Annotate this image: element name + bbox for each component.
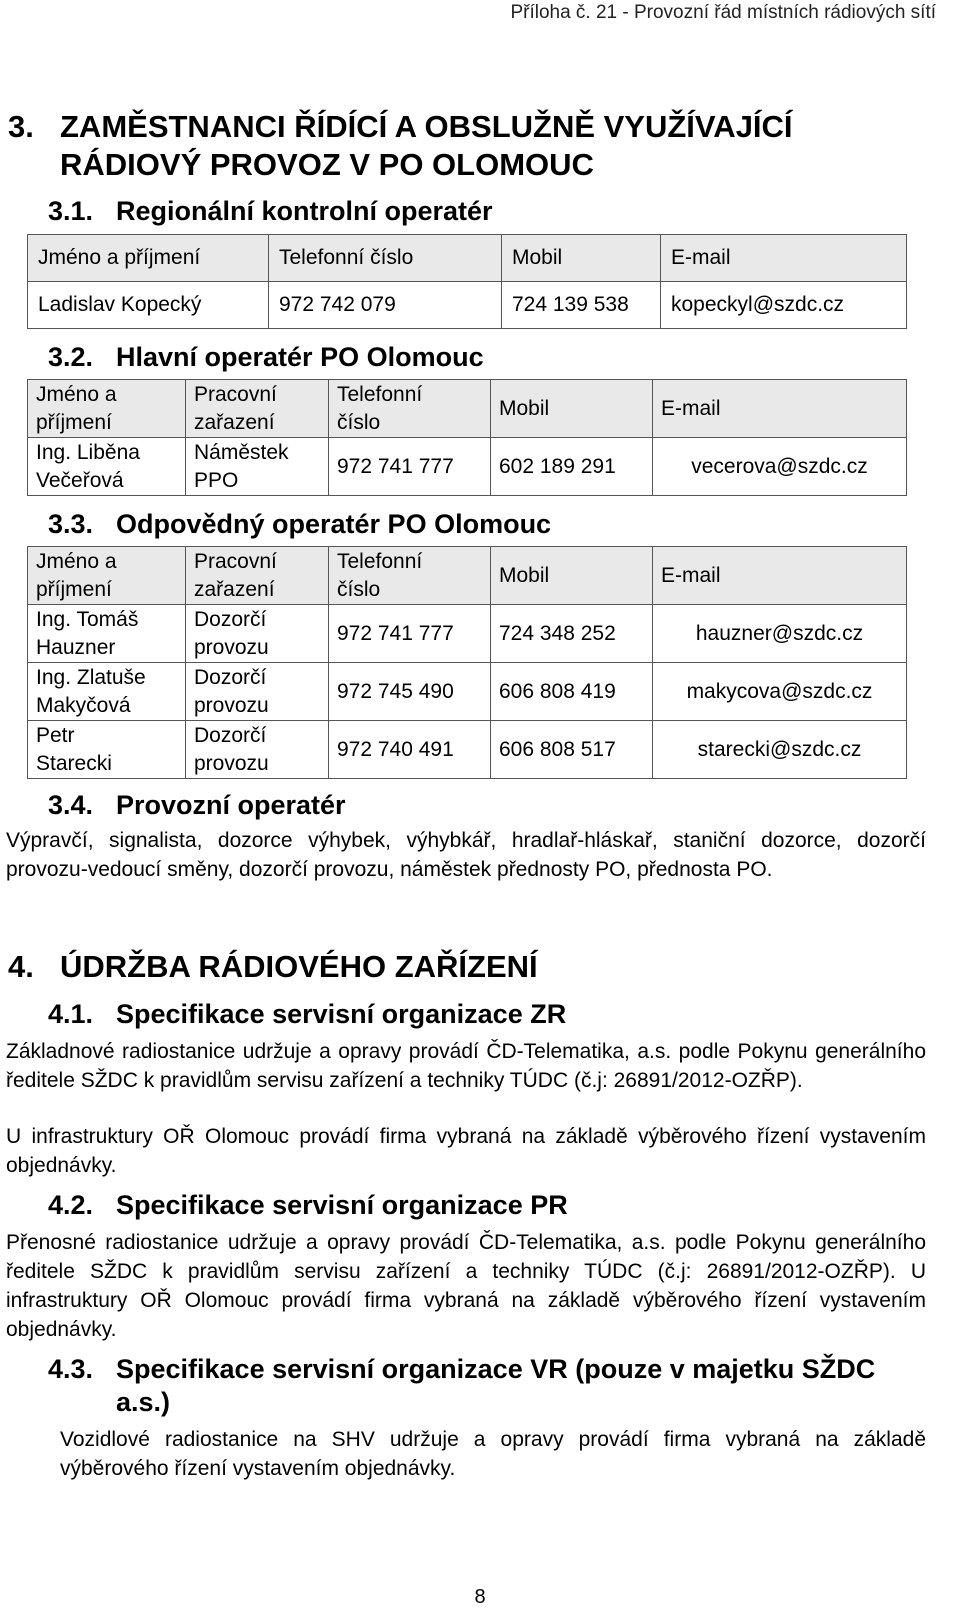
mobile-cell: 606 808 419 bbox=[491, 663, 653, 721]
table-row bbox=[28, 438, 907, 496]
table-row bbox=[28, 605, 907, 663]
header-cell bbox=[329, 547, 491, 605]
mobile-cell: 724 348 252 bbox=[491, 605, 653, 663]
phone-cell: 972 740 491 bbox=[329, 721, 491, 779]
position-line: Náměstek bbox=[194, 440, 289, 464]
subsection-number: 3.2. bbox=[48, 342, 94, 372]
section-4-heading bbox=[8, 948, 538, 986]
header-cell: Mobil bbox=[491, 380, 653, 438]
header-line: Pracovní bbox=[194, 549, 277, 573]
responsible-operator-table bbox=[27, 546, 907, 779]
subsection-4-3-heading-line2: a.s.) bbox=[116, 1387, 171, 1417]
header-cell: Mobil bbox=[502, 235, 661, 282]
base-stations-paragraph: Základnové radiostanice udržuje a opravy provádí ČD-Telematika, a.s. podle Pokynu generálního ředitele SŽDC k pravidlům servisu zařízení a techniky TÚDC (č.j: 26891/2012-OZŘP). bbox=[6, 1040, 926, 1092]
email-cell: kopeckyl@szdc.cz bbox=[661, 282, 907, 329]
header-line: číslo bbox=[337, 410, 381, 434]
operator-roles-paragraph: Výpravčí, signalista, dozorce výhybek, výhybkář, hradlař-hláskař, staniční dozorce, dozorčí provozu-vedoucí směny, dozorčí provozu, náměstek přednosty PO, přednosta PO. bbox=[6, 829, 926, 881]
header-cell bbox=[186, 547, 329, 605]
header-line: zařazení bbox=[194, 410, 275, 434]
header-line: zařazení bbox=[194, 577, 275, 601]
header-line: Jméno a bbox=[36, 382, 117, 406]
subsection-title: Hlavní operatér PO Olomouc bbox=[116, 342, 484, 372]
mobile-cell: 724 139 538 bbox=[502, 282, 661, 329]
position-line: provozu bbox=[194, 635, 269, 659]
header-cell: E-mail bbox=[653, 547, 907, 605]
subsection-number: 4.2. bbox=[48, 1190, 94, 1220]
header-cell: Telefonní číslo bbox=[269, 235, 502, 282]
header-cell bbox=[28, 547, 186, 605]
position-line: Dozorčí bbox=[194, 607, 267, 631]
table-row bbox=[28, 663, 907, 721]
email-cell: hauzner@szdc.cz bbox=[653, 605, 907, 663]
subsection-3-4-heading bbox=[48, 789, 346, 821]
vehicle-stations-paragraph: Vozidlové radiostanice na SHV udržuje a opravy provádí firma vybraná na základě výběrového řízení vystavením objednávky. bbox=[60, 1428, 926, 1480]
header-line: příjmení bbox=[36, 410, 112, 434]
mobile-cell: 606 808 517 bbox=[491, 721, 653, 779]
subsection-4-3-heading bbox=[48, 1353, 875, 1385]
name-cell: Ladislav Kopecký bbox=[28, 282, 269, 329]
subsection-title: Specifikace servisní organizace PR bbox=[116, 1190, 568, 1220]
mobile-cell: 602 189 291 bbox=[491, 438, 653, 496]
position-cell bbox=[186, 605, 329, 663]
subsection-number: 3.1. bbox=[48, 196, 94, 226]
subsection-number: 4.3. bbox=[48, 1354, 94, 1384]
subsection-number: 3.3. bbox=[48, 509, 94, 539]
phone-cell: 972 742 079 bbox=[269, 282, 502, 329]
table-row bbox=[28, 721, 907, 779]
position-line: provozu bbox=[194, 751, 269, 775]
position-line: Dozorčí bbox=[194, 665, 267, 689]
header-line: Pracovní bbox=[194, 382, 277, 406]
table-row bbox=[28, 282, 907, 329]
section-3-heading-line2: RÁDIOVÝ PROVOZ V PO OLOMOUC bbox=[60, 147, 594, 182]
name-line: Ing. Tomáš bbox=[36, 607, 139, 631]
running-header: Příloha č. 21 - Provozní řád místních rádiových sítí bbox=[510, 2, 936, 23]
position-cell bbox=[186, 438, 329, 496]
header-line: Telefonní bbox=[337, 382, 423, 406]
header-cell bbox=[28, 380, 186, 438]
subsection-title: Specifikace servisní organizace ZR bbox=[116, 999, 567, 1029]
header-cell: Jméno a příjmení bbox=[28, 235, 269, 282]
subsection-3-1-heading bbox=[48, 195, 493, 227]
header-cell bbox=[186, 380, 329, 438]
name-cell bbox=[28, 438, 186, 496]
section-number: 3. bbox=[8, 109, 34, 144]
position-line: provozu bbox=[194, 693, 269, 717]
section-title: ÚDRŽBA RÁDIOVÉHO ZAŘÍZENÍ bbox=[60, 949, 538, 984]
name-line: Petr bbox=[36, 723, 75, 747]
email-cell: vecerova@szdc.cz bbox=[653, 438, 907, 496]
section-number: 4. bbox=[8, 949, 34, 984]
subsection-number: 4.1. bbox=[48, 999, 94, 1029]
regional-operator-table bbox=[27, 234, 907, 329]
position-line: PPO bbox=[194, 468, 239, 492]
name-line: Večeřová bbox=[36, 468, 124, 492]
subsection-title: Regionální kontrolní operatér bbox=[116, 196, 493, 226]
section-title-line1: ZAMĚSTNANCI ŘÍDÍCÍ A OBSLUŽNĚ VYUŽÍVAJÍCÍ bbox=[60, 109, 793, 144]
name-cell bbox=[28, 721, 186, 779]
email-cell: starecki@szdc.cz bbox=[653, 721, 907, 779]
name-cell bbox=[28, 605, 186, 663]
subsection-3-2-heading bbox=[48, 341, 484, 373]
phone-cell: 972 745 490 bbox=[329, 663, 491, 721]
name-line: Ing. Zlatuše bbox=[36, 665, 146, 689]
header-cell: E-mail bbox=[661, 235, 907, 282]
header-cell: Mobil bbox=[491, 547, 653, 605]
section-3-heading bbox=[8, 108, 793, 146]
name-line: Makyčová bbox=[36, 693, 131, 717]
subsection-4-1-heading bbox=[48, 998, 566, 1030]
name-line: Starecki bbox=[36, 751, 112, 775]
header-line: příjmení bbox=[36, 577, 112, 601]
header-line: číslo bbox=[337, 577, 381, 601]
subsection-title: Provozní operatér bbox=[116, 790, 346, 820]
phone-cell: 972 741 777 bbox=[329, 438, 491, 496]
subsection-title-line1: Specifikace servisní organizace VR (pouze v majetku SŽDC bbox=[116, 1354, 876, 1384]
position-cell bbox=[186, 663, 329, 721]
phone-cell: 972 741 777 bbox=[329, 605, 491, 663]
table-header-row bbox=[28, 380, 907, 438]
header-cell bbox=[329, 380, 491, 438]
position-cell bbox=[186, 721, 329, 779]
name-cell bbox=[28, 663, 186, 721]
table-header-row bbox=[28, 235, 907, 282]
subsection-4-2-heading bbox=[48, 1189, 568, 1221]
portable-stations-paragraph: Přenosné radiostanice udržuje a opravy provádí ČD-Telematika, a.s. podle Pokynu generálního ředitele SŽDC k pravidlům servisu zařízení a techniky TÚDC (č.j: 26891/2012-OZŘP). U infrastruktury OŘ Olomouc provádí firma vybraná na základě výběrového řízení vystavením objednávky. bbox=[6, 1231, 926, 1341]
position-line: Dozorčí bbox=[194, 723, 267, 747]
main-operator-table bbox=[27, 379, 907, 496]
subsection-number: 3.4. bbox=[48, 790, 94, 820]
subsection-3-3-heading bbox=[48, 508, 551, 540]
page-number: 8 bbox=[474, 1586, 486, 1608]
header-line: Jméno a bbox=[36, 549, 117, 573]
subsection-title: Odpovědný operatér PO Olomouc bbox=[116, 509, 552, 539]
email-cell: makycova@szdc.cz bbox=[653, 663, 907, 721]
name-line: Hauzner bbox=[36, 635, 116, 659]
infrastructure-paragraph: U infrastruktury OŘ Olomouc provádí firma vybraná na základě výběrového řízení vystavením objednávky. bbox=[6, 1125, 926, 1177]
name-line: Ing. Liběna bbox=[36, 440, 140, 464]
header-cell: E-mail bbox=[653, 380, 907, 438]
header-line: Telefonní bbox=[337, 549, 423, 573]
table-header-row bbox=[28, 547, 907, 605]
